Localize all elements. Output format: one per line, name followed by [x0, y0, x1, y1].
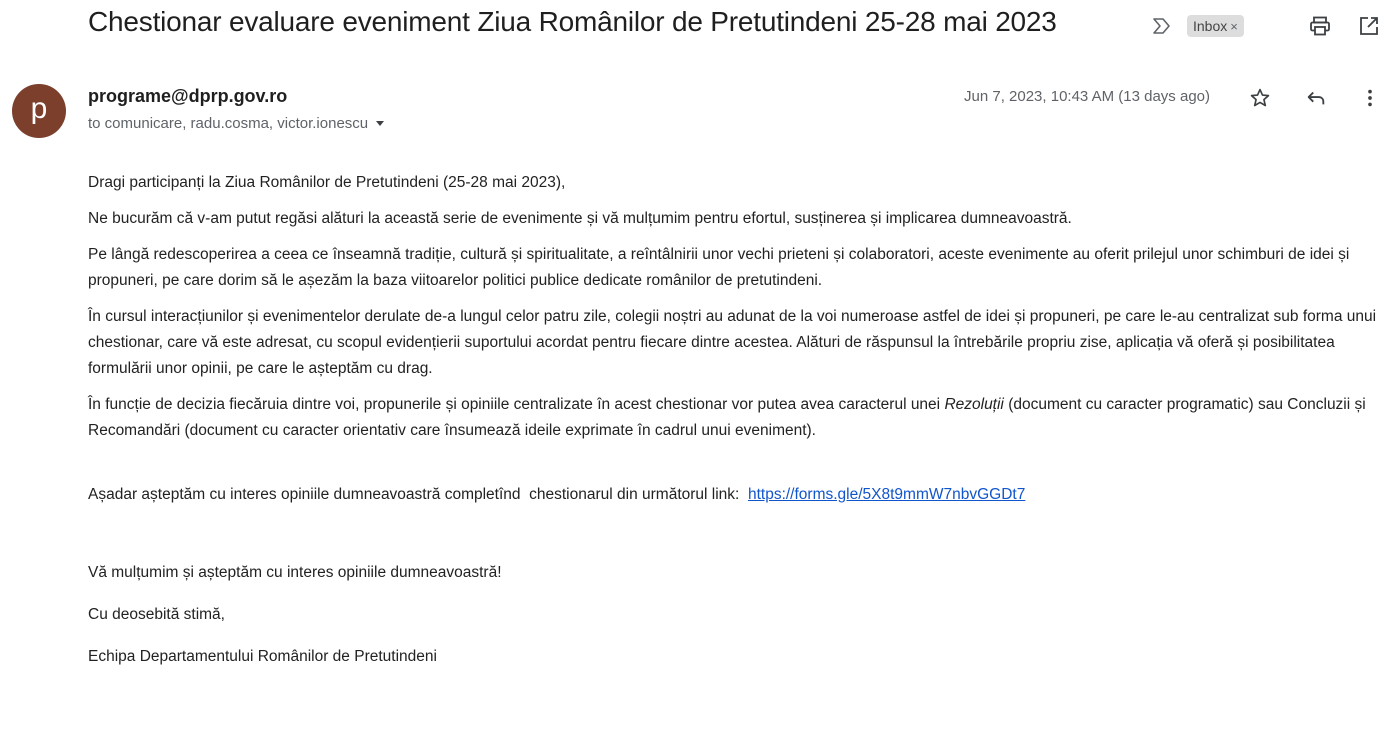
body-greeting: Dragi participanți la Ziua Românilor de Pretutindeni (25-28 mai 2023), [88, 174, 566, 191]
label-arrow-icon[interactable] [1150, 14, 1174, 38]
paragraph-4-text-before: În funcție de decizia fiecăruia dintre voi, propunerile și opiniile centralizate în acest chestionar vor putea avea caracterul unei [88, 396, 945, 413]
body-paragraph-2: Pe lângă redescoperirea a ceea ce înseamnă tradiție, cultură și spiritualitate, a reîntâlnirii unor vechi prieteni și colaboratori, aceste evenimente au oferit prilejul unor schimburi de idei și propuneri, pe care dorim să le așezăm la baza viitoarelor politici publice dedicate românilor de pretutindeni. [88, 246, 1350, 289]
paragraph-5-text: Așadar așteptăm cu interes opiniile dumneavoastră completînd chestionarul din următorul link: [88, 486, 748, 503]
body-paragraph-3: În cursul interacțiunilor și evenimentelor derulate de-a lungul celor patru zile, colegii noștri au adunat de la voi numeroase astfel de idei și propuneri, pe care le-au centralizat sub forma unui chestionar, care vă este adresat, cu scopul evidențierii suportului acordat pentru fiecare dintre acestea. Alături de răspunsul la întrebările propriu zise, aplicația vă oferă și posibilitatea formulării unor opinii, pe care le așteptăm cu drag. [88, 308, 1377, 377]
survey-link[interactable]: https://forms.gle/5X8t9mmW7nbvGGDt7 [747, 486, 1026, 503]
star-icon[interactable] [1246, 84, 1274, 112]
reply-icon[interactable] [1302, 84, 1330, 112]
email-subject: Chestionar evaluare eveniment Ziua Românilor de Pretutindeni 25-28 mai 2023 [88, 6, 1057, 37]
sender-avatar[interactable]: p [12, 84, 66, 138]
body-closing: Cu deosebită stimă, [88, 606, 225, 623]
recipients-text: to comunicare, radu.cosma, victor.ionescu [88, 115, 369, 132]
inbox-label-chip[interactable] [1187, 15, 1244, 37]
body-paragraph-1: Ne bucurăm că v-am putut regăsi alături la această serie de evenimente și vă mulțumim pentru efortul, susținerea și implicarea dumneavoastră. [88, 210, 1072, 227]
caret-down-icon[interactable] [374, 116, 386, 133]
paragraph-4-text-after: (document cu caracter programatic) sau Concluzii și Recomandări (document cu caracter orientativ care însumează ideile exprimate în cadrul unui eveniment). [88, 396, 1366, 439]
remove-label-icon[interactable]: × [1230, 19, 1238, 34]
body-paragraph-5 [88, 482, 1388, 508]
recipients-line [88, 115, 386, 133]
rezolutii-italic: Rezoluții [944, 396, 1004, 413]
open-in-new-window-icon[interactable] [1355, 12, 1383, 40]
print-icon[interactable] [1306, 12, 1334, 40]
body-paragraph-4 [88, 392, 1388, 444]
email-body [88, 170, 1388, 680]
email-date: Jun 7, 2023, 10:43 AM (13 days ago) [964, 88, 1210, 105]
body-thanks: Vă mulțumim și așteptăm cu interes opiniile dumneavoastră! [88, 564, 502, 581]
inbox-label-text: Inbox [1193, 18, 1228, 34]
body-signature: Echipa Departamentului Românilor de Pretutindeni [88, 648, 437, 665]
more-vertical-icon[interactable] [1356, 84, 1384, 112]
sender-address[interactable]: programe@dprp.gov.ro [88, 86, 288, 106]
